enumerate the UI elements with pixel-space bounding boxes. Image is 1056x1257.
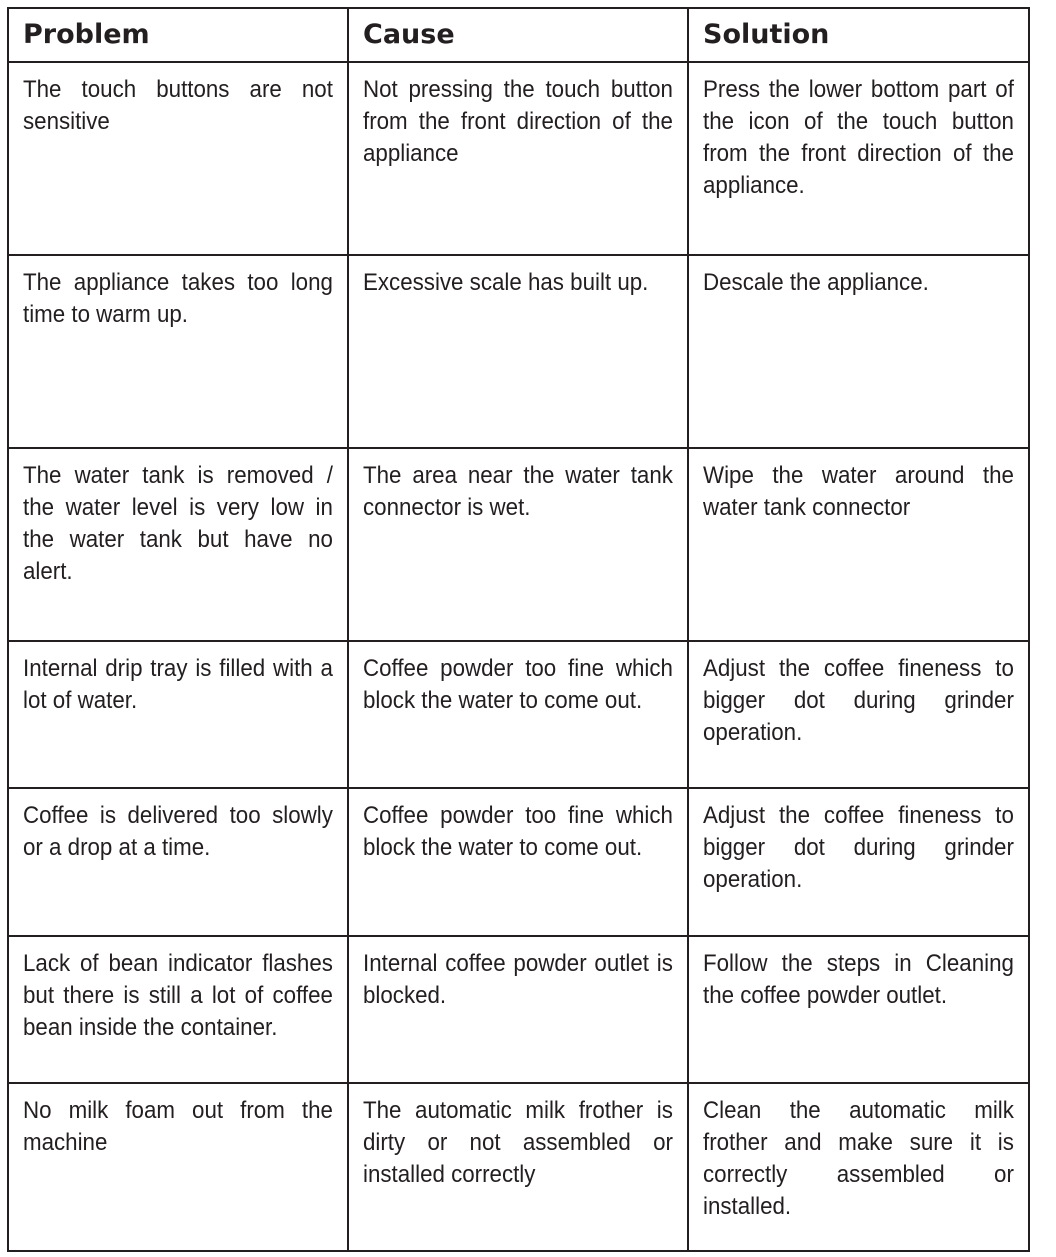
cause-text: Coffee powder too fine which block the water to come out.: [363, 802, 673, 861]
header-problem: Problem: [8, 8, 348, 62]
table-row: [8, 641, 1029, 788]
cause-cell: [348, 1083, 688, 1251]
cause-cell: [348, 255, 688, 448]
table-row: [8, 788, 1029, 936]
solution-text: Wipe the water around the water tank connector: [703, 462, 1014, 521]
solution-text: Descale the appliance.: [703, 269, 929, 296]
problem-cell: [8, 788, 348, 936]
solution-cell: [688, 255, 1029, 448]
cause-text: Excessive scale has built up.: [363, 269, 649, 296]
problem-cell: [8, 255, 348, 448]
problem-cell: [8, 448, 348, 641]
table-row: [8, 448, 1029, 641]
cause-text: Coffee powder too fine which block the water to come out.: [363, 655, 673, 714]
problem-text: Lack of bean indicator flashes but there is still a lot of coffee bean inside the container.: [23, 950, 333, 1041]
solution-text: Clean the automatic milk frother and make sure it is correctly assembled or installed.: [703, 1097, 1014, 1220]
table-row: [8, 62, 1029, 255]
solution-cell: [688, 448, 1029, 641]
problem-cell: [8, 936, 348, 1083]
problem-text: The water tank is removed / the water level is very low in the water tank but have no alert.: [23, 462, 333, 585]
solution-cell: [688, 62, 1029, 255]
table-row: [8, 255, 1029, 448]
cause-cell: [348, 788, 688, 936]
table-row: [8, 1083, 1029, 1251]
header-cause: Cause: [348, 8, 688, 62]
solution-cell: [688, 788, 1029, 936]
cause-text: The area near the water tank connector is wet.: [363, 462, 673, 521]
cause-cell: [348, 448, 688, 641]
problem-text: Coffee is delivered too slowly or a drop at a time.: [23, 802, 333, 861]
problem-text: The appliance takes too long time to warm up.: [23, 269, 333, 328]
problem-cell: [8, 1083, 348, 1251]
solution-text: Follow the steps in Cleaning the coffee powder outlet.: [703, 950, 1014, 1009]
problem-cell: [8, 641, 348, 788]
problem-cell: [8, 62, 348, 255]
cause-cell: [348, 62, 688, 255]
cause-cell: [348, 936, 688, 1083]
solution-text: Adjust the coffee fineness to bigger dot during grinder operation.: [703, 802, 1014, 893]
header-solution: Solution: [688, 8, 1029, 62]
solution-cell: [688, 1083, 1029, 1251]
problem-text: No milk foam out from the machine: [23, 1097, 333, 1156]
problem-text: The touch buttons are not sensitive: [23, 76, 333, 135]
cause-cell: [348, 641, 688, 788]
cause-text: The automatic milk frother is dirty or not assembled or installed correctly: [363, 1097, 673, 1188]
solution-cell: [688, 936, 1029, 1083]
problem-text: Internal drip tray is filled with a lot of water.: [23, 655, 333, 714]
header-row: [8, 8, 1029, 62]
solution-cell: [688, 641, 1029, 788]
troubleshooting-table: [7, 7, 1030, 1252]
solution-text: Press the lower bottom part of the icon of the touch button from the front direction of the appliance.: [703, 76, 1014, 199]
table-row: [8, 936, 1029, 1083]
cause-text: Internal coffee powder outlet is blocked.: [363, 950, 673, 1009]
solution-text: Adjust the coffee fineness to bigger dot during grinder operation.: [703, 655, 1014, 746]
cause-text: Not pressing the touch button from the front direction of the appliance: [363, 76, 673, 167]
